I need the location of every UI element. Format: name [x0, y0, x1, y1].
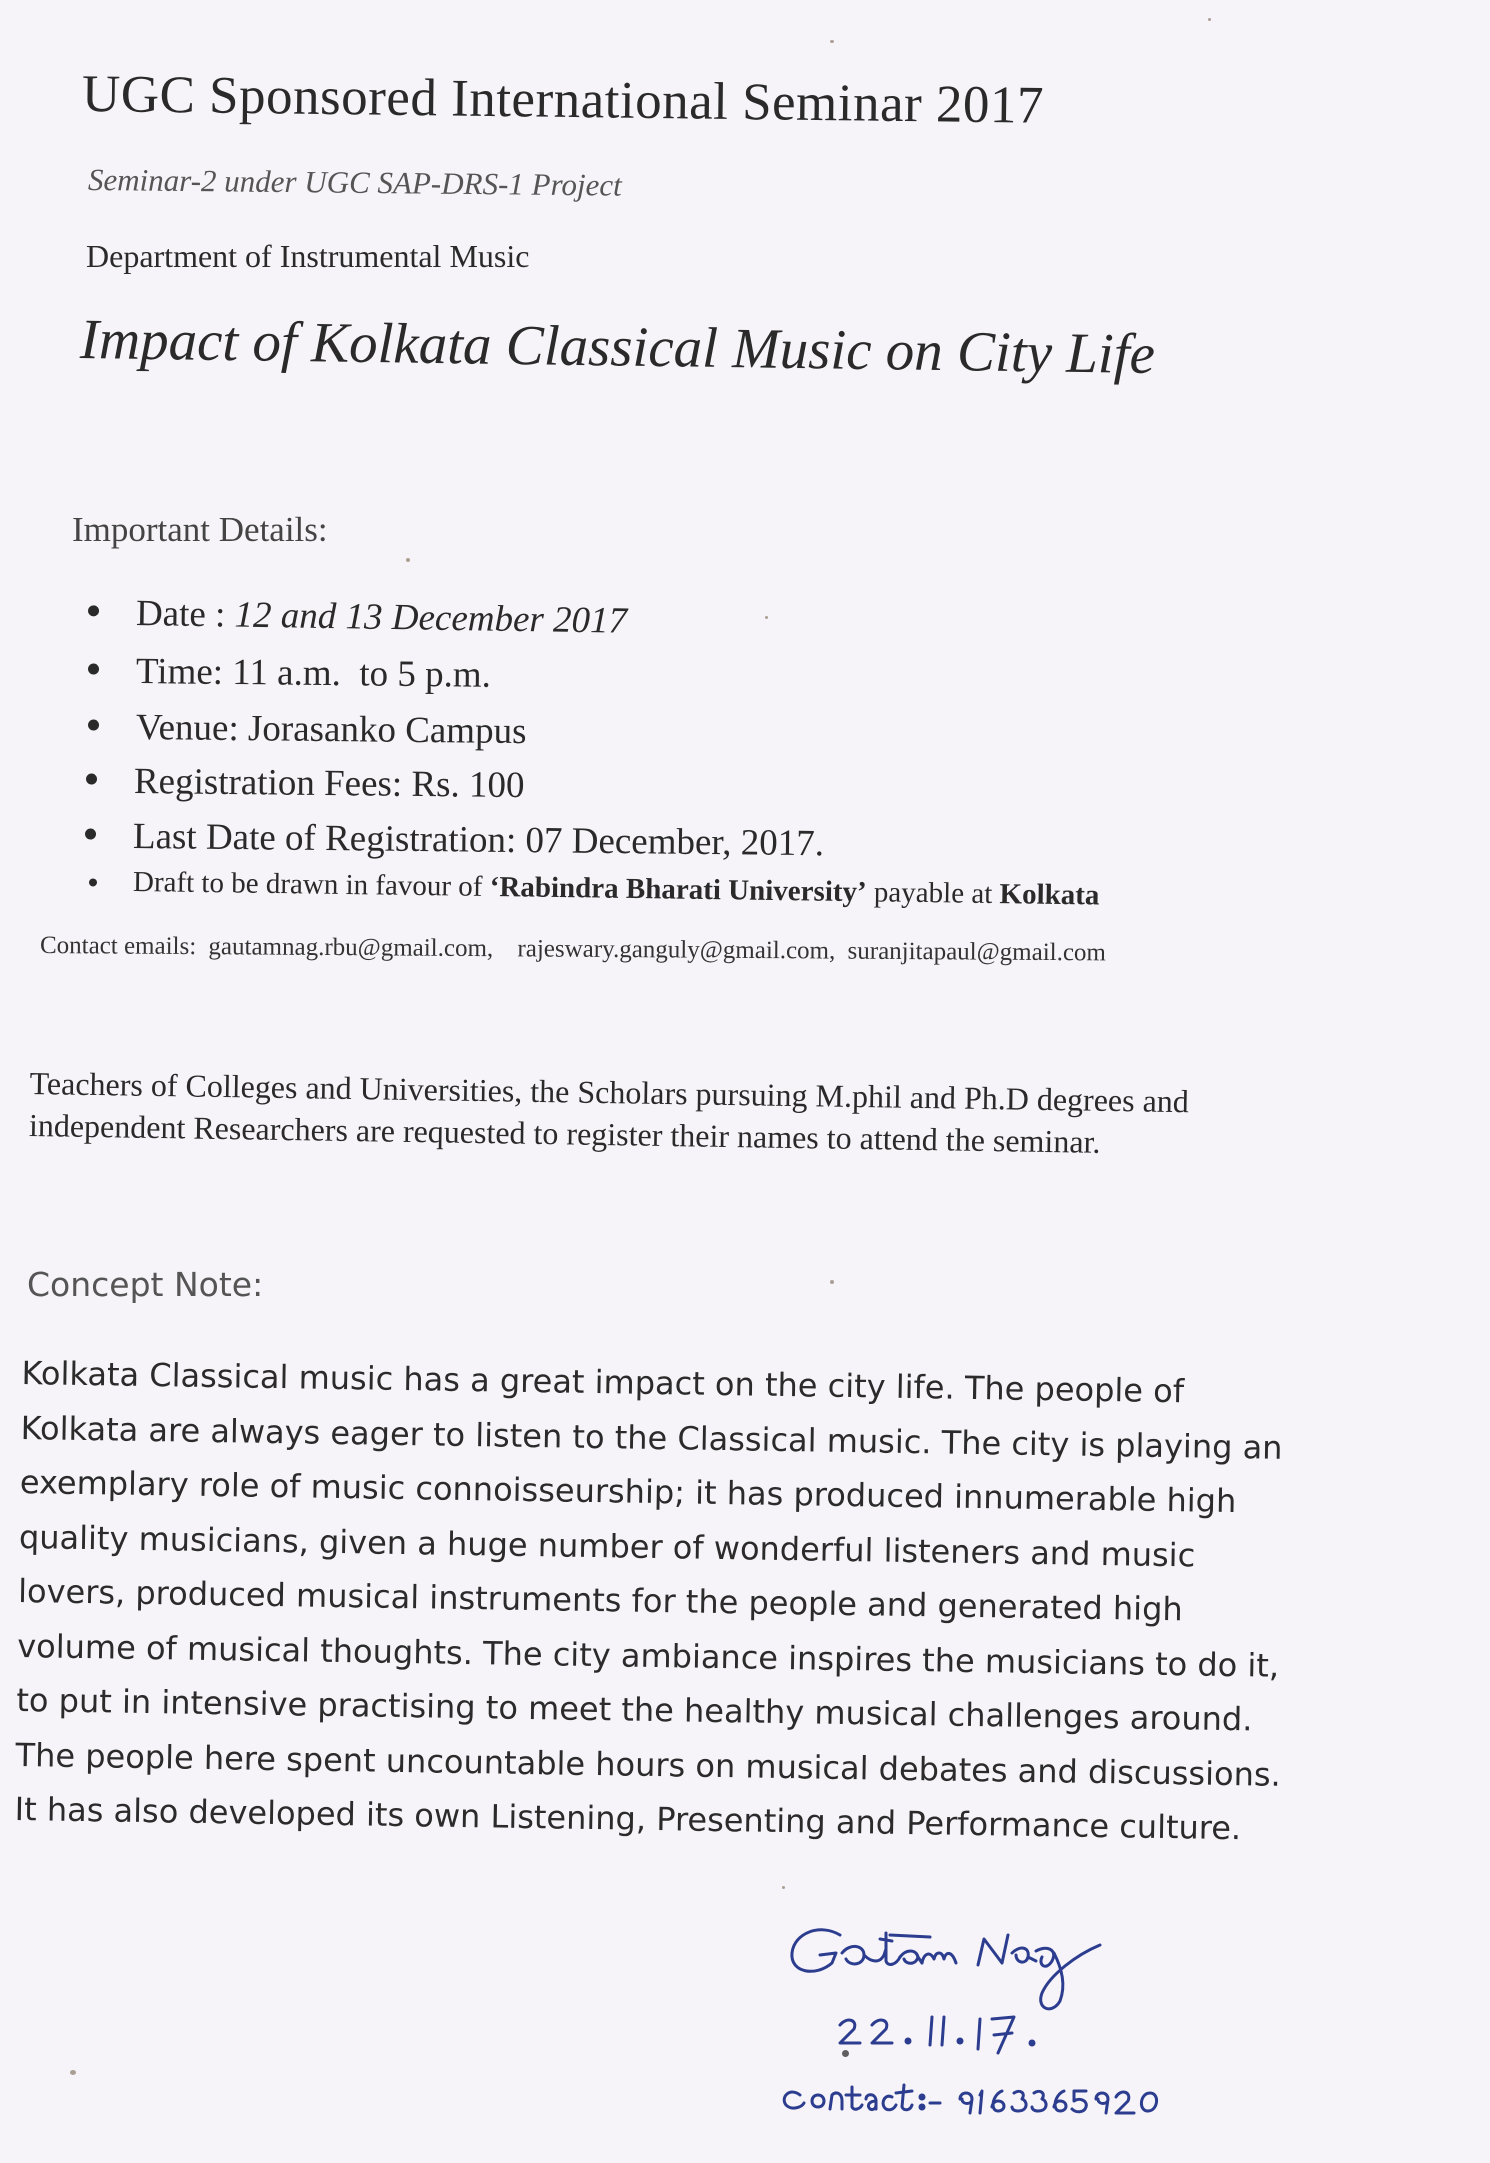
concept-note-heading: Concept Note:: [27, 1265, 264, 1304]
concept-line: exemplary role of music connoisseurship; it has produced innumerable high: [19, 1462, 1237, 1521]
contact-emails-label: Contact emails:: [39, 932, 197, 961]
venue-text: Venue: Jorasanko Campus: [135, 707, 527, 753]
concept-line: volume of musical thoughts. The city ambiance inspires the musicians to do it,: [16, 1626, 1280, 1685]
detail-venue: [136, 706, 527, 753]
draft-payee: ‘Rabindra Bharati University’: [489, 870, 867, 909]
date-value: 12 and 13 December 2017: [234, 594, 628, 642]
bullet-icon: [86, 774, 97, 785]
invitation-paragraph: [29, 1062, 1270, 1165]
paper-speck: [406, 558, 410, 562]
detail-fees: [134, 760, 525, 807]
bullet-icon: [88, 664, 99, 675]
bullet-icon: [89, 878, 97, 886]
concept-line: to put in intensive practising to meet the healthy musical challenges around.: [16, 1680, 1253, 1739]
paper-speck: [830, 1280, 834, 1284]
detail-draft: [133, 866, 1100, 912]
concept-line: Kolkata are always eager to listen to the Classical music. The city is playing an: [20, 1408, 1283, 1467]
department-name: Department of Instrumental Music: [86, 238, 530, 274]
fees-text: Registration Fees: Rs. 100: [133, 761, 525, 807]
time-label: Time:: [135, 651, 224, 693]
last-date-text: Last Date of Registration: 07 December, 2017.: [132, 816, 825, 865]
concept-line: It has also developed its own Listening, Presenting and Performance culture.: [14, 1789, 1242, 1848]
seminar-topic: Impact of Kolkata Classical Music on City Life: [79, 308, 1156, 387]
draft-prefix: Draft to be drawn in favour of: [132, 866, 490, 903]
paper-speck: [842, 2050, 849, 2057]
paper-speck: [765, 616, 768, 619]
email-gautam[interactable]: gautamnag.rbu@gmail.com,: [208, 933, 494, 963]
bullet-icon: [88, 605, 99, 616]
invitation-line: independent Researchers are requested to register their names to attend the seminar.: [28, 1106, 1101, 1160]
detail-date: [136, 592, 628, 643]
detail-time: [136, 650, 491, 697]
paper-speck: [1208, 18, 1211, 21]
concept-note-body: [14, 1346, 1287, 1856]
concept-line: The people here spent uncountable hours on musical debates and discussions.: [15, 1735, 1282, 1794]
draft-middle: payable at: [866, 876, 1000, 911]
signature-ink: [784, 1930, 1156, 2113]
draft-city: Kolkata: [999, 878, 1100, 912]
paper-speck: [782, 1886, 785, 1889]
bullet-icon: [88, 720, 99, 731]
paper-speck: [70, 2070, 76, 2075]
signature-drawing: [780, 1905, 1240, 2135]
time-value: 11 a.m. to 5 p.m.: [232, 652, 492, 696]
important-details-heading: Important Details:: [72, 510, 328, 549]
detail-last-date: [133, 815, 824, 865]
invitation-line: Teachers of Colleges and Universities, the Scholars pursuing M.phil and Ph.D degrees and: [29, 1064, 1190, 1120]
date-label: Date :: [135, 593, 226, 636]
concept-line: lovers, produced musical instruments for the people and generated high: [17, 1571, 1184, 1629]
contact-emails: [40, 932, 1106, 967]
seminar-title: UGC Sponsored International Seminar 2017: [81, 65, 1045, 135]
concept-line: Kolkata Classical music has a great impact on the city life. The people of: [21, 1353, 1185, 1411]
paper-speck: [830, 40, 834, 43]
concept-line: quality musicians, given a huge number of wonderful listeners and music: [18, 1517, 1196, 1574]
email-rajeswary[interactable]: rajeswary.ganguly@gmail.com,: [517, 935, 836, 965]
email-suranjita[interactable]: suranjitapaul@gmail.com: [847, 937, 1107, 967]
handwritten-signature-block: [780, 1905, 1240, 2135]
bullet-icon: [85, 829, 96, 840]
project-subtitle: Seminar-2 under UGC SAP-DRS-1 Project: [87, 162, 622, 203]
